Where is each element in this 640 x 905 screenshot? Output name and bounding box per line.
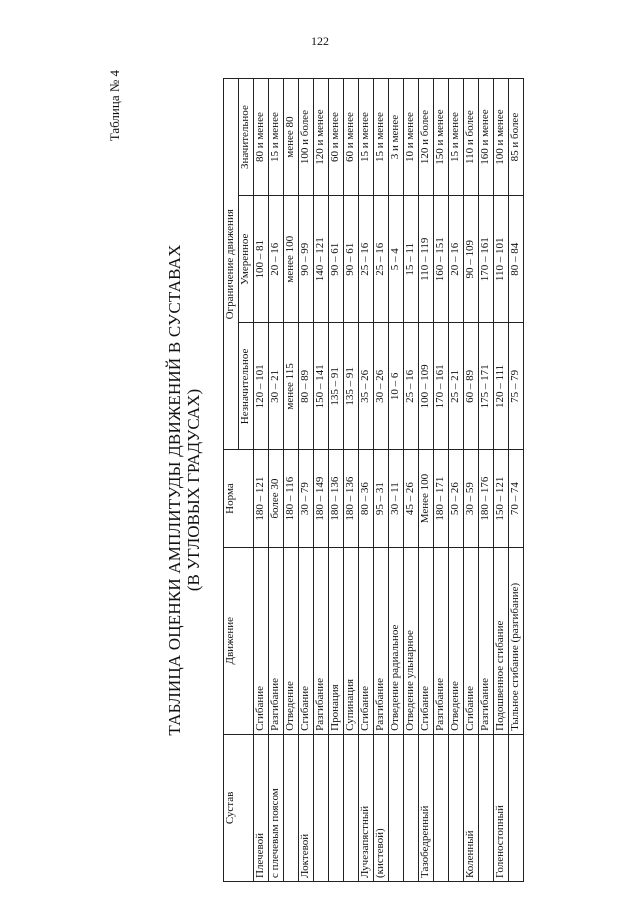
cell-moderate: 100 – 81 (254, 196, 269, 323)
table-row (359, 79, 374, 882)
cell-joint: Лучезапястный (359, 734, 374, 881)
cell-movement: Тыльное сгибание (разгибание) (509, 547, 524, 734)
cell-norm: 95 – 31 (374, 450, 389, 547)
cell-norm: 30 – 79 (299, 450, 314, 547)
cell-moderate: 20 – 16 (269, 196, 284, 323)
cell-movement: Сгибание (464, 547, 479, 734)
table-row (389, 79, 404, 882)
cell-movement: Сгибание (359, 547, 374, 734)
header-row (224, 79, 239, 882)
cell-norm: 180 – 116 (284, 450, 299, 547)
cell-minor: 120 – 101 (254, 323, 269, 450)
cell-moderate: 90 – 61 (344, 196, 359, 323)
cell-moderate: 140 – 121 (314, 196, 329, 323)
cell-significant: 10 и менее (404, 79, 419, 196)
cell-minor: 30 – 21 (269, 323, 284, 450)
cell-significant: 100 и менее (494, 79, 509, 196)
cell-norm: более 30 (269, 450, 284, 547)
header-minor: Незначительное (239, 323, 254, 450)
cell-moderate: 160 – 151 (434, 196, 449, 323)
table-row (269, 79, 284, 882)
cell-joint: (кистевой) (374, 734, 389, 881)
cell-movement: Отведение ульнарное (404, 547, 419, 734)
cell-moderate: 90 – 61 (329, 196, 344, 323)
cell-norm: 150 – 121 (494, 450, 509, 547)
cell-minor: 150 – 141 (314, 323, 329, 450)
cell-significant: 15 и менее (359, 79, 374, 196)
cell-norm: 180 – 136 (329, 450, 344, 547)
table-row (284, 79, 299, 882)
table-row (344, 79, 359, 882)
cell-significant: 15 и менее (449, 79, 464, 196)
page-number: 122 (311, 34, 329, 48)
cell-norm: 30 – 59 (464, 450, 479, 547)
cell-joint (329, 734, 344, 881)
cell-moderate: 20 – 16 (449, 196, 464, 323)
cell-minor: 10 – 6 (389, 323, 404, 450)
cell-significant: 150 и менее (434, 79, 449, 196)
cell-minor: 135 – 91 (329, 323, 344, 450)
table-row (464, 79, 479, 882)
header-norm: Норма (224, 450, 254, 547)
cell-joint (509, 734, 524, 881)
cell-significant: 100 и более (299, 79, 314, 196)
table-title: ТАБЛИЦА ОЦЕНКИ АМПЛИТУДЫ ДВИЖЕНИЙ В СУСТАВАХ (165, 244, 184, 736)
cell-significant: 3 и менее (389, 79, 404, 196)
cell-minor: 35 – 26 (359, 323, 374, 450)
cell-significant: 15 и менее (269, 79, 284, 196)
table-body (254, 79, 524, 882)
cell-movement: Сгибание (299, 547, 314, 734)
table-row (434, 79, 449, 882)
cell-minor: 60 – 89 (464, 323, 479, 450)
cell-moderate: 90 – 109 (464, 196, 479, 323)
cell-minor: 25 – 21 (449, 323, 464, 450)
cell-minor: 75 – 79 (509, 323, 524, 450)
cell-norm: 70 – 74 (509, 450, 524, 547)
cell-norm: 50 – 26 (449, 450, 464, 547)
table-row (509, 79, 524, 882)
cell-significant: 15 и менее (374, 79, 389, 196)
cell-moderate: 110 – 101 (494, 196, 509, 323)
table-row (374, 79, 389, 882)
table-label: Таблица № 4 (107, 70, 122, 142)
header-movement: Движение (224, 547, 254, 734)
cell-joint: Плечевой (254, 734, 269, 881)
cell-moderate: 90 – 99 (299, 196, 314, 323)
cell-moderate: 5 – 4 (389, 196, 404, 323)
cell-movement: Подошвенное сгибание (494, 547, 509, 734)
cell-minor: 80 – 89 (299, 323, 314, 450)
cell-movement: Разгибание (434, 547, 449, 734)
cell-joint (389, 734, 404, 881)
cell-moderate: 80 – 84 (509, 196, 524, 323)
cell-significant: 160 и менее (479, 79, 494, 196)
cell-minor: 120 – 111 (494, 323, 509, 450)
cell-significant: 120 и менее (314, 79, 329, 196)
header-joint: Сустав (224, 734, 254, 881)
cell-movement: Разгибание (269, 547, 284, 734)
cell-movement: Разгибание (314, 547, 329, 734)
cell-moderate: менее 100 (284, 196, 299, 323)
cell-significant: 60 и менее (329, 79, 344, 196)
table-row (479, 79, 494, 882)
cell-minor: 25 – 16 (404, 323, 419, 450)
table-row (254, 79, 269, 882)
cell-norm: Менее 100 (419, 450, 434, 547)
cell-joint (314, 734, 329, 881)
table-row (404, 79, 419, 882)
cell-moderate: 15 – 11 (404, 196, 419, 323)
cell-movement: Отведение (284, 547, 299, 734)
cell-significant: 80 и менее (254, 79, 269, 196)
cell-movement: Пронация (329, 547, 344, 734)
cell-joint: с плечевым поясом (269, 734, 284, 881)
cell-joint (284, 734, 299, 881)
cell-minor: 100 – 109 (419, 323, 434, 450)
cell-joint (479, 734, 494, 881)
cell-moderate: 25 – 16 (374, 196, 389, 323)
cell-moderate: 110 – 119 (419, 196, 434, 323)
cell-joint (434, 734, 449, 881)
cell-movement: Отведение радиальное (389, 547, 404, 734)
table-row (419, 79, 434, 882)
header-significant: Значительное (239, 79, 254, 196)
cell-significant: 85 и более (509, 79, 524, 196)
cell-norm: 30 – 11 (389, 450, 404, 547)
cell-joint (344, 734, 359, 881)
cell-minor: менее 115 (284, 323, 299, 450)
cell-movement: Отведение (449, 547, 464, 734)
cell-movement: Сгибание (254, 547, 269, 734)
header-moderate: Умеренное (239, 196, 254, 323)
cell-norm: 180 – 176 (479, 450, 494, 547)
cell-moderate: 25 – 16 (359, 196, 374, 323)
table-subtitle: (В УГЛОВЫХ ГРАДУСАХ) (184, 388, 203, 592)
cell-minor: 175 – 171 (479, 323, 494, 450)
cell-joint (449, 734, 464, 881)
table-row (449, 79, 464, 882)
amplitude-table (223, 78, 524, 882)
table-row (494, 79, 509, 882)
cell-norm: 45 – 26 (404, 450, 419, 547)
cell-minor: 30 – 26 (374, 323, 389, 450)
cell-movement: Сгибание (419, 547, 434, 734)
table-row (329, 79, 344, 882)
cell-joint: Локтевой (299, 734, 314, 881)
cell-norm: 180 – 121 (254, 450, 269, 547)
rotated-page-content (165, 80, 521, 900)
cell-joint: Коленный (464, 734, 479, 881)
cell-norm: 180 – 136 (344, 450, 359, 547)
cell-norm: 180 – 171 (434, 450, 449, 547)
cell-norm: 180 – 149 (314, 450, 329, 547)
cell-minor: 135 – 91 (344, 323, 359, 450)
cell-joint: Голеностопный (494, 734, 509, 881)
cell-norm: 80 – 36 (359, 450, 374, 547)
table-row (314, 79, 329, 882)
table-row (299, 79, 314, 882)
cell-movement: Разгибание (479, 547, 494, 734)
cell-joint (404, 734, 419, 881)
cell-moderate: 170 – 161 (479, 196, 494, 323)
cell-minor: 170 – 161 (434, 323, 449, 450)
cell-joint: Тазобедренный (419, 734, 434, 881)
cell-significant: 120 и более (419, 79, 434, 196)
cell-movement: Супинация (344, 547, 359, 734)
cell-significant: 60 и менее (344, 79, 359, 196)
header-limitation: Ограничение движения (224, 79, 239, 451)
cell-significant: 110 и более (464, 79, 479, 196)
cell-significant: менее 80 (284, 79, 299, 196)
cell-movement: Разгибание (374, 547, 389, 734)
